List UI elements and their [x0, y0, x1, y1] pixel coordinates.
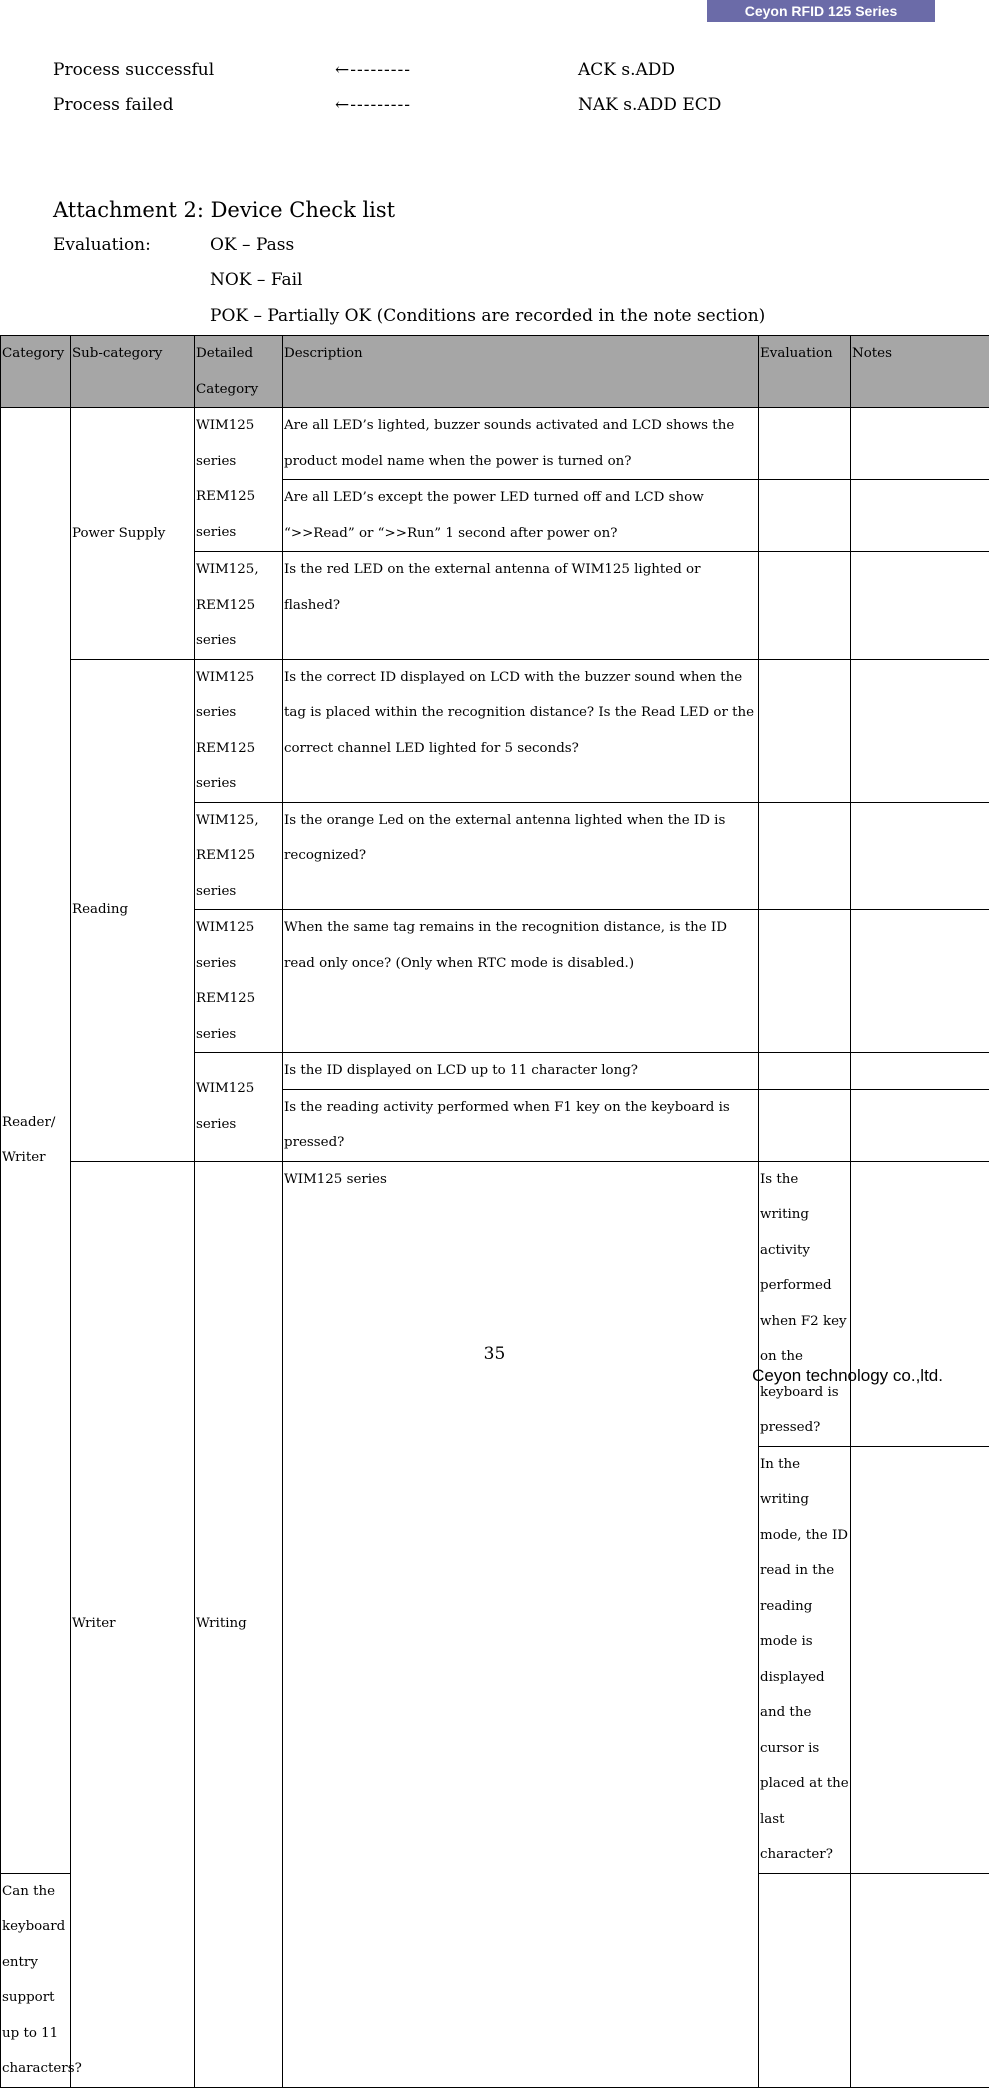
- evaluation-ok: OK – Pass: [210, 235, 294, 255]
- description-cell: When the same tag remains in the recognition distance, is the ID read only once? (Only when RTC mode is disabled.): [283, 910, 759, 1053]
- detailed-category: WIM125 series REM125 series: [195, 408, 283, 552]
- header-sub-category: Sub-category: [71, 336, 195, 408]
- evaluation-label: Evaluation:: [53, 235, 151, 255]
- detailed-category: WIM125, REM125 series: [195, 802, 283, 910]
- evaluation-nok: NOK – Fail: [210, 270, 302, 290]
- protocol-response: NAK s.ADD ECD: [578, 94, 721, 116]
- table-row: [1, 408, 989, 480]
- evaluation-cell[interactable]: [851, 1446, 989, 1873]
- series-badge: Ceyon RFID 125 Series: [707, 0, 935, 22]
- section-title: Attachment 2: Device Check list: [53, 198, 395, 222]
- header-detailed-category: Detailed Category: [195, 336, 283, 408]
- evaluation-cell[interactable]: [759, 1089, 851, 1161]
- description-cell: Is the orange Led on the external antenna lighted when the ID is recognized?: [283, 802, 759, 910]
- description-cell: In the writing mode, the ID read in the reading mode is displayed and the cursor is placed at the last character?: [759, 1446, 851, 1873]
- evaluation-cell[interactable]: [759, 910, 851, 1053]
- evaluation-cell[interactable]: [759, 1053, 851, 1090]
- description-cell: Are all LED’s except the power LED turned off and LCD show “>>Read” or “>>Run” 1 second after power on?: [283, 480, 759, 552]
- description-cell: Can the keyboard entry support up to 11 characters?: [1, 1873, 71, 2087]
- detailed-category: WIM125 series REM125 series: [195, 659, 283, 802]
- header-description: Description: [283, 336, 759, 408]
- table-row: [1, 1161, 989, 1446]
- protocol-arrow: ←---------: [335, 59, 411, 81]
- detailed-category: WIM125, REM125 series: [195, 552, 283, 660]
- evaluation-pok: POK – Partially OK (Conditions are recorded in the note section): [210, 306, 765, 326]
- page-number: 35: [0, 1344, 989, 1364]
- evaluation-cell[interactable]: [759, 480, 851, 552]
- description-cell: Is the writing activity performed when F2 key on the keyboard is pressed?: [759, 1161, 851, 1446]
- description-cell: Is the ID displayed on LCD up to 11 character long?: [283, 1053, 759, 1090]
- notes-cell[interactable]: [851, 659, 989, 802]
- table-row: [1, 659, 989, 802]
- category-reader-writer: Reader/ Writer: [1, 408, 71, 1874]
- protocol-label: Process successful: [53, 59, 214, 81]
- header-category: Category: [1, 336, 71, 408]
- notes-cell[interactable]: [851, 802, 989, 910]
- protocol-label: Process failed: [53, 94, 173, 116]
- sub-category-reading: Reading: [71, 659, 195, 1161]
- notes-cell[interactable]: [851, 910, 989, 1053]
- evaluation-cell[interactable]: [759, 552, 851, 660]
- notes-cell[interactable]: [851, 1089, 989, 1161]
- evaluation-cell[interactable]: [759, 802, 851, 910]
- description-cell: Is the red LED on the external antenna of WIM125 lighted or flashed?: [283, 552, 759, 660]
- category-writer: Writer: [71, 1161, 195, 2087]
- header-evaluation: Evaluation: [759, 336, 851, 408]
- header-notes: Notes: [851, 336, 989, 408]
- company-footer: Ceyon technology co.,ltd.: [752, 1366, 943, 1386]
- evaluation-cell[interactable]: [759, 1873, 851, 2087]
- sub-category-writing: Writing: [195, 1161, 283, 2087]
- detailed-category: WIM125 series: [283, 1161, 759, 2087]
- notes-cell[interactable]: [851, 480, 989, 552]
- detailed-category: WIM125 series: [195, 1053, 283, 1162]
- notes-cell[interactable]: [851, 408, 989, 480]
- notes-cell[interactable]: [851, 1873, 989, 2087]
- evaluation-cell[interactable]: [759, 659, 851, 802]
- description-cell: Are all LED’s lighted, buzzer sounds activated and LCD shows the product model name when the power is turned on?: [283, 408, 759, 480]
- protocol-response: ACK s.ADD: [578, 59, 675, 81]
- table-header-row: [1, 336, 989, 408]
- description-cell: Is the correct ID displayed on LCD with the buzzer sound when the tag is placed within the recognition distance? Is the Read LED or the correct channel LED lighted for 5 seconds?: [283, 659, 759, 802]
- device-check-table: [0, 335, 989, 2088]
- evaluation-cell[interactable]: [759, 408, 851, 480]
- description-cell: Is the reading activity performed when F1 key on the keyboard is pressed?: [283, 1089, 759, 1161]
- detailed-category: WIM125 series REM125 series: [195, 910, 283, 1053]
- evaluation-cell[interactable]: [851, 1161, 989, 1446]
- protocol-arrow: ←---------: [335, 94, 411, 116]
- notes-cell[interactable]: [851, 552, 989, 660]
- sub-category-power-supply: Power Supply: [71, 408, 195, 660]
- notes-cell[interactable]: [851, 1053, 989, 1090]
